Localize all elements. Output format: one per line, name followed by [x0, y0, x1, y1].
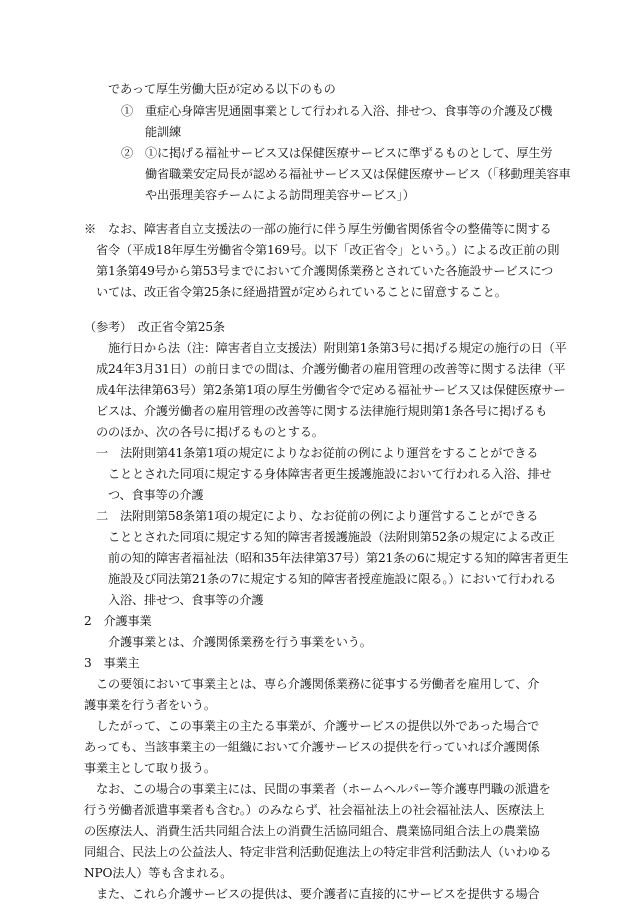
- text-line: 能訓練: [145, 125, 181, 139]
- text-line: 成4年法律第63号）第2条第1項の厚生労働省令で定める福祉サービス又は保健医療サー: [96, 383, 566, 397]
- text-line: や出張理美容チームによる訪問理美容サービス」）: [145, 188, 415, 202]
- text-line: こととされた同項に規定する知的障害者援護施設（法附則第52条の規定による改正: [108, 530, 555, 544]
- section-heading: 3 事業主: [84, 656, 140, 670]
- text-line: 一 法附則第41条第1項の規定によりなお従前の例により運営をすることができる: [96, 446, 539, 460]
- text-line: ※ なお、障害者自立支援法の一部の施行に伴う厚生労働省関係省令の整備等に関する: [84, 222, 552, 236]
- text-line: また、これら介護サービスの提供は、要介護者に直接的にサービスを提供する場合: [96, 887, 540, 901]
- section-heading: 2 介護事業: [84, 614, 152, 628]
- text-line: 施設及び同法第21条の7に規定する知的障害者授産施設に限る。）において行われる: [108, 572, 557, 586]
- text-line: つ、食事等の介護: [108, 488, 204, 502]
- text-line: 介護事業とは、介護関係業務を行う事業をいう。: [108, 635, 372, 649]
- text-line: の医療法人、消費生活共同組合法上の消費生活協同組合、農業協同組合法上の農業協: [84, 824, 540, 838]
- text-line: ① 重症心身障害児通園事業として行われる入浴、排せつ、食事等の介護及び機: [121, 104, 553, 118]
- text-line: 施行日から法（注：障害者自立支援法）附則第1条第3号に掲げる規定の施行の日（平: [108, 341, 567, 355]
- text-line: いては、改正省令第25条に経過措置が定められていることに留意すること。: [96, 285, 507, 299]
- text-line: 入浴、排せつ、食事等の介護: [108, 593, 264, 607]
- text-line: 働省職業安定局長が認める福祉サービス又は保健医療サービス（「移動理美容車: [145, 167, 571, 181]
- text-line: この要領において事業主とは、専ら介護関係業務に従事する労働者を雇用して、介: [96, 677, 540, 691]
- text-line: なお、この場合の事業主には、民間の事業者（ホームヘルパー等介護専門職の派遣を: [96, 782, 551, 796]
- text-line: 前の知的障害者福祉法（昭和35年法律第37号）第21条の6に規定する知的障害者更生: [108, 551, 569, 565]
- text-line: であって厚生労働大臣が定める以下のもの: [108, 82, 336, 96]
- text-line: 二 法附則第58条第1項の規定により、なお従前の例により運営することができる: [96, 509, 539, 523]
- text-line: あっても、当該事業主の一組織において介護サービスの提供を行っていれば介護関係: [84, 740, 540, 754]
- text-line: こととされた同項に規定する身体障害者更生援護施設において行われる入浴、排せ: [108, 467, 552, 481]
- text-line: ののほか、次の各号に掲げるものとする。: [96, 425, 324, 439]
- text-line: 事業主として取り扱う。: [84, 761, 216, 775]
- text-line: 同組合、民法上の公益法人、特定非営利活動促進法上の特定非営利活動法人（いわゆる: [84, 845, 552, 859]
- text-line: NPO法人）等も含まれる。: [84, 866, 233, 880]
- text-line: ② ①に掲げる福祉サービス又は保健医療サービスに準ずるものとして、厚生労: [121, 146, 553, 160]
- text-line: 第1条第49号から第53号までにおいて介護関係業務とされていた各施設サービスにつ: [96, 264, 554, 278]
- text-line: 行う労働者派遣事業者も含む。）のみならず、社会福祉法上の社会福祉法人、医療法上: [84, 803, 545, 817]
- text-line: 省令（平成18年厚生労働省令第169号。以下「改正省令」という。）による改正前の則: [96, 243, 560, 257]
- text-line: 成24年3月31日）の前日までの間は、介護労働者の雇用管理の改善等に関する法律（平: [96, 362, 566, 376]
- text-line: （参考） 改正省令第25条: [84, 320, 225, 334]
- text-line: ビスは、介護労働者の雇用管理の改善等に関する法律施行規則第1条各号に掲げるも: [96, 404, 548, 418]
- text-line: したがって、この事業主の主たる事業が、介護サービスの提供以外であった場合で: [96, 719, 540, 733]
- text-line: 護事業を行う者をいう。: [84, 698, 216, 712]
